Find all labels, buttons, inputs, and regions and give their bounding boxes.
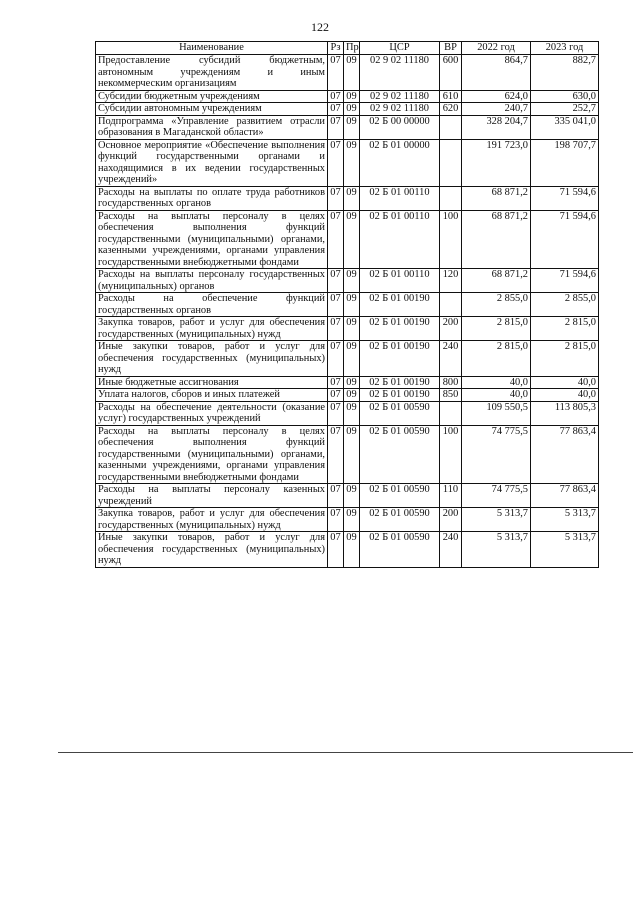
row-amount-2023: 2 815,0 — [531, 341, 599, 377]
row-pr: 09 — [344, 425, 360, 484]
row-vr — [440, 186, 462, 210]
row-csr: 02 Б 00 00000 — [360, 115, 440, 139]
row-pr: 09 — [344, 376, 360, 389]
row-csr: 02 Б 01 00190 — [360, 376, 440, 389]
row-name: Расходы на выплаты персоналу в целях обеспечения выполнения функций государственными (муниципальными) органами, казенными учреждениями, органами управления государственными внебюджетными фондами — [96, 425, 328, 484]
row-amount-2022: 328 204,7 — [462, 115, 531, 139]
row-amount-2023: 77 863,4 — [531, 484, 599, 508]
row-vr — [440, 293, 462, 317]
row-csr: 02 Б 01 00190 — [360, 317, 440, 341]
row-csr: 02 9 02 11180 — [360, 90, 440, 103]
row-name: Закупка товаров, работ и услуг для обеспечения государственных (муниципальных) нужд — [96, 317, 328, 341]
table-row — [96, 317, 599, 341]
row-pr: 09 — [344, 103, 360, 116]
row-rz: 07 — [328, 103, 344, 116]
row-name: Расходы на выплаты персоналу казенных учреждений — [96, 484, 328, 508]
table-row — [96, 103, 599, 116]
table-row — [96, 269, 599, 293]
row-amount-2023: 198 707,7 — [531, 139, 599, 186]
row-rz: 07 — [328, 341, 344, 377]
row-pr: 09 — [344, 508, 360, 532]
row-csr: 02 Б 01 00590 — [360, 425, 440, 484]
header-2022: 2022 год — [462, 42, 531, 55]
row-pr: 09 — [344, 341, 360, 377]
row-vr: 200 — [440, 508, 462, 532]
header-rz: Рз — [328, 42, 344, 55]
row-vr: 200 — [440, 317, 462, 341]
row-name: Основное мероприятие «Обеспечение выполнения функций государственными органами и находящимися в их ведении государственных учреждений» — [96, 139, 328, 186]
table-row — [96, 293, 599, 317]
row-rz: 07 — [328, 484, 344, 508]
row-amount-2022: 68 871,2 — [462, 210, 531, 269]
row-pr: 09 — [344, 484, 360, 508]
row-amount-2022: 2 815,0 — [462, 341, 531, 377]
row-name: Расходы на обеспечение деятельности (оказание услуг) государственных учреждений — [96, 401, 328, 425]
row-name: Расходы на выплаты персоналу в целях обеспечения выполнения функций государственными (муниципальными) органами, казенными учреждениями, органами управления государственными внебюджетными фондами — [96, 210, 328, 269]
row-pr: 09 — [344, 186, 360, 210]
row-pr: 09 — [344, 90, 360, 103]
row-csr: 02 Б 01 00110 — [360, 269, 440, 293]
row-amount-2023: 2 815,0 — [531, 317, 599, 341]
row-amount-2022: 68 871,2 — [462, 269, 531, 293]
row-csr: 02 Б 01 00590 — [360, 401, 440, 425]
row-csr: 02 9 02 11180 — [360, 55, 440, 91]
row-amount-2022: 864,7 — [462, 55, 531, 91]
row-name: Закупка товаров, работ и услуг для обеспечения государственных (муниципальных) нужд — [96, 508, 328, 532]
table-row — [96, 341, 599, 377]
table-row — [96, 484, 599, 508]
row-amount-2023: 630,0 — [531, 90, 599, 103]
row-pr: 09 — [344, 389, 360, 402]
row-name: Расходы на выплаты персоналу государственных (муниципальных) органов — [96, 269, 328, 293]
row-pr: 09 — [344, 401, 360, 425]
table-row — [96, 425, 599, 484]
row-name: Предоставление субсидий бюджетным, автономным учреждениям и иным некоммерческим организациям — [96, 55, 328, 91]
row-csr: 02 Б 01 00590 — [360, 484, 440, 508]
row-csr: 02 Б 01 00110 — [360, 210, 440, 269]
row-vr: 610 — [440, 90, 462, 103]
row-amount-2023: 77 863,4 — [531, 425, 599, 484]
row-amount-2022: 240,7 — [462, 103, 531, 116]
table-row — [96, 55, 599, 91]
row-rz: 07 — [328, 90, 344, 103]
row-rz: 07 — [328, 532, 344, 568]
row-vr — [440, 139, 462, 186]
row-name: Расходы на обеспечение функций государственных органов — [96, 293, 328, 317]
row-pr: 09 — [344, 317, 360, 341]
row-amount-2023: 71 594,6 — [531, 210, 599, 269]
table-row — [96, 376, 599, 389]
table-row — [96, 90, 599, 103]
table-row — [96, 401, 599, 425]
row-amount-2023: 2 855,0 — [531, 293, 599, 317]
row-csr: 02 Б 01 00000 — [360, 139, 440, 186]
row-csr: 02 Б 01 00190 — [360, 389, 440, 402]
row-amount-2023: 5 313,7 — [531, 508, 599, 532]
row-rz: 07 — [328, 425, 344, 484]
row-csr: 02 Б 01 00590 — [360, 532, 440, 568]
row-vr: 850 — [440, 389, 462, 402]
table-row — [96, 508, 599, 532]
row-vr: 100 — [440, 210, 462, 269]
row-name: Иные закупки товаров, работ и услуг для обеспечения государственных (муниципальных) нужд — [96, 532, 328, 568]
row-vr: 120 — [440, 269, 462, 293]
row-amount-2023: 882,7 — [531, 55, 599, 91]
table-row — [96, 186, 599, 210]
row-csr: 02 9 02 11180 — [360, 103, 440, 116]
row-amount-2023: 335 041,0 — [531, 115, 599, 139]
row-amount-2022: 109 550,5 — [462, 401, 531, 425]
row-rz: 07 — [328, 508, 344, 532]
row-amount-2022: 5 313,7 — [462, 508, 531, 532]
row-vr — [440, 401, 462, 425]
row-pr: 09 — [344, 115, 360, 139]
row-rz: 07 — [328, 389, 344, 402]
page-number: 122 — [311, 20, 329, 34]
row-pr: 09 — [344, 55, 360, 91]
row-rz: 07 — [328, 293, 344, 317]
row-amount-2023: 5 313,7 — [531, 532, 599, 568]
row-amount-2022: 40,0 — [462, 389, 531, 402]
row-amount-2022: 624,0 — [462, 90, 531, 103]
row-rz: 07 — [328, 376, 344, 389]
row-amount-2023: 71 594,6 — [531, 186, 599, 210]
row-csr: 02 Б 01 00190 — [360, 341, 440, 377]
row-amount-2022: 74 775,5 — [462, 425, 531, 484]
row-vr: 240 — [440, 341, 462, 377]
row-amount-2023: 40,0 — [531, 376, 599, 389]
header-pr: Пр — [344, 42, 360, 55]
header-2023: 2023 год — [531, 42, 599, 55]
row-pr: 09 — [344, 532, 360, 568]
row-amount-2023: 252,7 — [531, 103, 599, 116]
row-pr: 09 — [344, 210, 360, 269]
row-rz: 07 — [328, 401, 344, 425]
row-rz: 07 — [328, 115, 344, 139]
row-name: Уплата налогов, сборов и иных платежей — [96, 389, 328, 402]
table-header-row — [96, 42, 599, 55]
table-row — [96, 115, 599, 139]
row-csr: 02 Б 01 00190 — [360, 293, 440, 317]
row-pr: 09 — [344, 139, 360, 186]
row-amount-2022: 191 723,0 — [462, 139, 531, 186]
row-name: Субсидии бюджетным учреждениям — [96, 90, 328, 103]
row-vr: 620 — [440, 103, 462, 116]
row-rz: 07 — [328, 210, 344, 269]
row-amount-2022: 68 871,2 — [462, 186, 531, 210]
row-name: Подпрограмма «Управление развитием отрасли образования в Магаданской области» — [96, 115, 328, 139]
row-amount-2023: 113 805,3 — [531, 401, 599, 425]
row-amount-2022: 40,0 — [462, 376, 531, 389]
row-amount-2022: 74 775,5 — [462, 484, 531, 508]
footer-divider — [58, 752, 633, 753]
row-name: Субсидии автономным учреждениям — [96, 103, 328, 116]
row-rz: 07 — [328, 186, 344, 210]
budget-table — [95, 41, 599, 568]
row-amount-2023: 40,0 — [531, 389, 599, 402]
row-name: Иные закупки товаров, работ и услуг для обеспечения государственных (муниципальных) нужд — [96, 341, 328, 377]
row-amount-2022: 5 313,7 — [462, 532, 531, 568]
row-vr: 240 — [440, 532, 462, 568]
row-vr: 800 — [440, 376, 462, 389]
row-rz: 07 — [328, 317, 344, 341]
row-pr: 09 — [344, 269, 360, 293]
row-amount-2023: 71 594,6 — [531, 269, 599, 293]
row-csr: 02 Б 01 00590 — [360, 508, 440, 532]
header-vr: ВР — [440, 42, 462, 55]
row-vr — [440, 115, 462, 139]
row-name: Иные бюджетные ассигнования — [96, 376, 328, 389]
row-amount-2022: 2 855,0 — [462, 293, 531, 317]
table-row — [96, 532, 599, 568]
table-row — [96, 210, 599, 269]
row-rz: 07 — [328, 269, 344, 293]
row-pr: 09 — [344, 293, 360, 317]
row-vr: 110 — [440, 484, 462, 508]
row-rz: 07 — [328, 139, 344, 186]
row-vr: 600 — [440, 55, 462, 91]
table-row — [96, 139, 599, 186]
header-name: Наименование — [96, 42, 328, 55]
row-amount-2022: 2 815,0 — [462, 317, 531, 341]
header-csr: ЦСР — [360, 42, 440, 55]
row-name: Расходы на выплаты по оплате труда работников государственных органов — [96, 186, 328, 210]
row-csr: 02 Б 01 00110 — [360, 186, 440, 210]
table-row — [96, 389, 599, 402]
row-vr: 100 — [440, 425, 462, 484]
row-rz: 07 — [328, 55, 344, 91]
